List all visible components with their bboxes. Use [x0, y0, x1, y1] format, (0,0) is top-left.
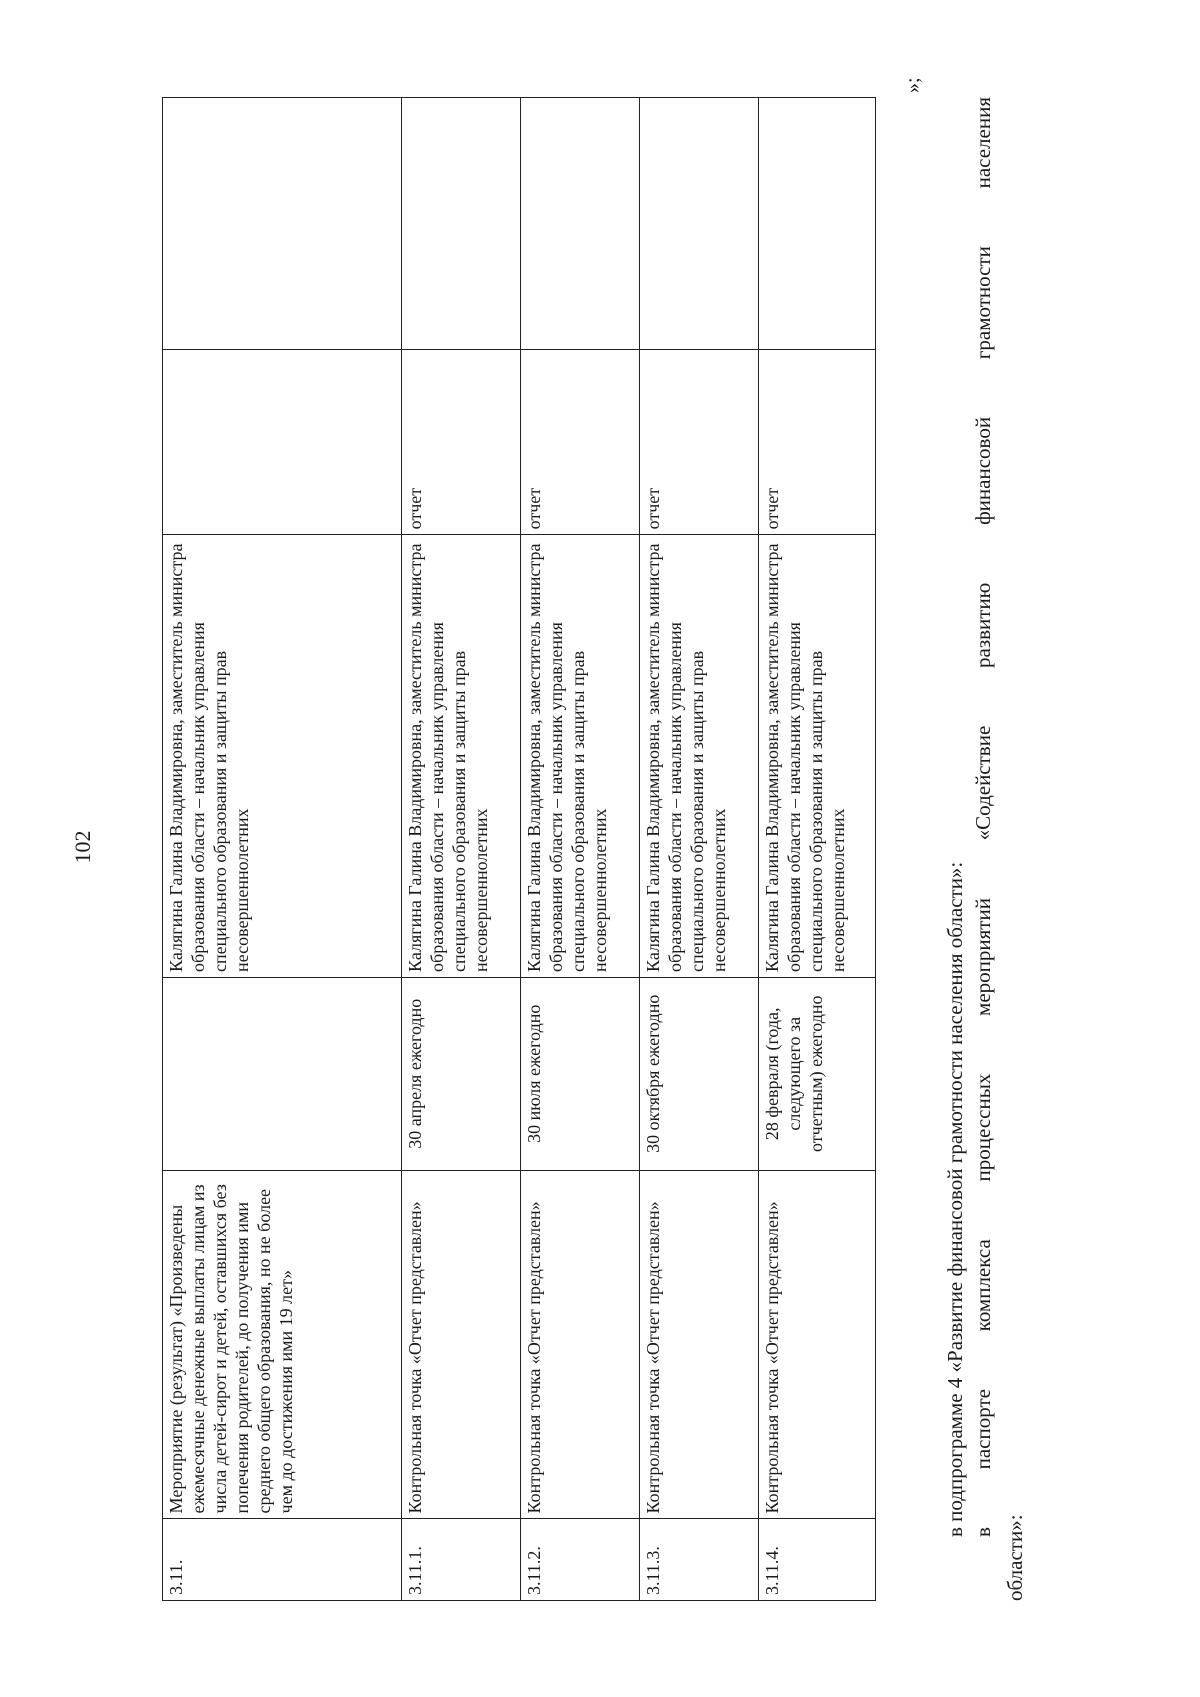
paragraph-passport: в паспорте комплекса процессных мероприятий «Содействие развитию финансовой грамотности населения [971, 97, 995, 1537]
due-date: 30 октября ежегодно [640, 977, 759, 1170]
due-date: 30 апреля ежегодно [402, 977, 521, 1170]
closing-quote-mark: »; [902, 77, 924, 93]
paragraph-subprogram: в подпрограмме 4 «Развитие финансовой грамотности населения области»: [943, 861, 967, 1537]
responsible-person: Калягина Галина Владимировна, заместитель министра образования области – начальник управления специального образования и защиты прав несовершеннолетних [759, 535, 876, 978]
due-date: 28 февраля (года, следующего за отчетным) ежегодно [759, 977, 876, 1170]
activity-name: Контрольная точка «Отчет представлен» [521, 1170, 640, 1519]
document-type: отчет [521, 349, 640, 535]
responsible-person: Калягина Галина Владимировна, заместитель министра образования области – начальник управления специального образования и защиты прав несовершеннолетних [521, 535, 640, 978]
row-number: 3.11.1. [402, 1519, 521, 1601]
table-row [640, 98, 759, 1601]
row-number: 3.11. [163, 1519, 402, 1601]
responsible-person: Калягина Галина Владимировна, заместитель министра образования области – начальник управления специального образования и защиты прав несовершеннолетних [402, 535, 521, 978]
document-type: отчет [402, 349, 521, 535]
document-type: отчет [759, 349, 876, 535]
document-type [163, 349, 402, 535]
table-row [163, 98, 402, 1601]
activity-name: Контрольная точка «Отчет представлен» [640, 1170, 759, 1519]
activity-name: Контрольная точка «Отчет представлен» [759, 1170, 876, 1519]
page-number: 102 [70, 830, 95, 864]
activities-table [162, 97, 876, 1601]
row-number: 3.11.3. [640, 1519, 759, 1601]
paragraph-passport-end: области»: [1003, 1514, 1027, 1601]
info-system [759, 98, 876, 350]
row-number: 3.11.4. [759, 1519, 876, 1601]
table-row [402, 98, 521, 1601]
responsible-person: Калягина Галина Владимировна, заместитель министра образования области – начальник управления специального образования и защиты прав несовершеннолетних [640, 535, 759, 978]
activity-name: Мероприятие (результат) «Произведены ежемесячные денежные выплаты лицам из числа детей-сирот и детей, оставшихся без попечения родителей, до получения ими среднего общего образования, но не более чем до достижения ими 19 лет» [163, 1170, 402, 1519]
info-system [640, 98, 759, 350]
info-system [521, 98, 640, 350]
info-system [402, 98, 521, 350]
table-row [759, 98, 876, 1601]
document-type: отчет [640, 349, 759, 535]
due-date: 30 июля ежегодно [521, 977, 640, 1170]
activity-name: Контрольная точка «Отчет представлен» [402, 1170, 521, 1519]
responsible-person: Калягина Галина Владимировна, заместитель министра образования области – начальник управления специального образования и защиты прав несовершеннолетних [163, 535, 402, 978]
row-number: 3.11.2. [521, 1519, 640, 1601]
due-date [163, 977, 402, 1170]
info-system [163, 98, 402, 350]
table-row [521, 98, 640, 1601]
